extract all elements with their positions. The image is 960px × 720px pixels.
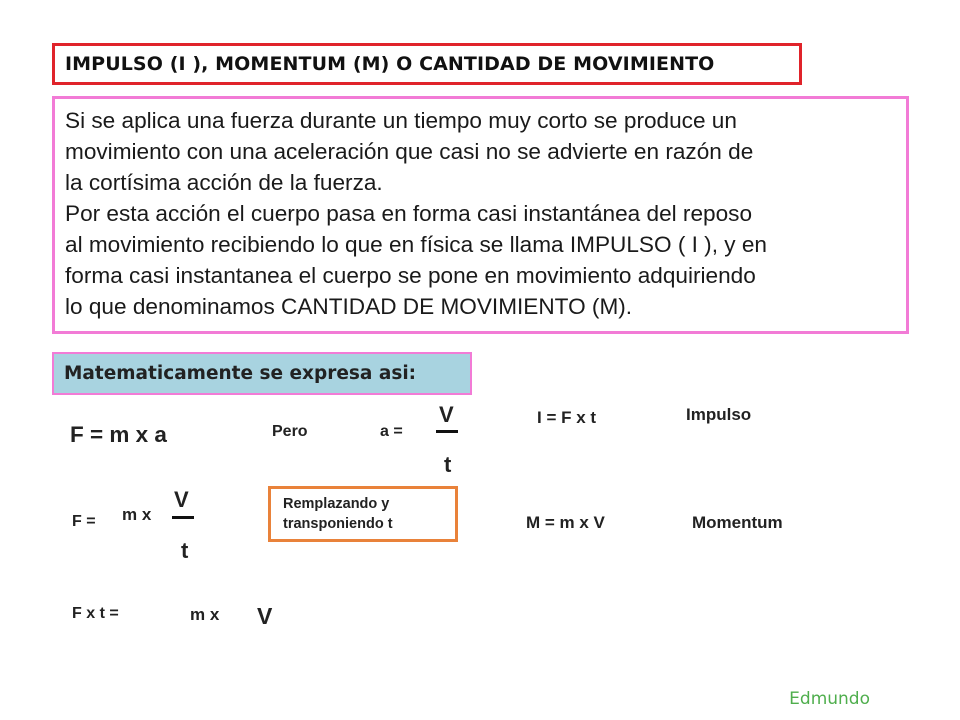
- replacement-note-box: [268, 486, 458, 542]
- intro-line: al movimiento recibiendo lo que en física se llama IMPULSO ( I ), y en: [65, 232, 767, 257]
- final-left-side: F x t =: [72, 605, 119, 622]
- newton-law-formula: F = m x a: [70, 422, 167, 447]
- replacement-note-line: Remplazando y: [283, 496, 390, 512]
- final-mass-times: m x: [190, 605, 220, 624]
- intro-line: Por esta acción el cuerpo pasa en forma casi instantánea del reposo: [65, 201, 753, 226]
- impulse-formula: I = F x t: [537, 408, 597, 427]
- force-numerator: V: [174, 487, 189, 512]
- replacement-note-line: transponiendo t: [283, 516, 393, 532]
- final-velocity: V: [257, 603, 273, 629]
- acceleration-denominator: t: [444, 452, 452, 477]
- author-name: Edmundo: [789, 689, 870, 709]
- intro-paragraph: [52, 96, 909, 334]
- slide-title: [52, 43, 802, 85]
- momentum-formula: M = m x V: [526, 513, 605, 532]
- slide-title-text: IMPULSO (I ), MOMENTUM (M) O CANTIDAD DE MOVIMIENTO: [65, 53, 715, 75]
- force-equals: F =: [72, 513, 96, 530]
- math-expression-label: [52, 352, 472, 395]
- momentum-name: Momentum: [692, 513, 783, 532]
- acceleration-fraction-bar: [436, 430, 458, 433]
- force-denominator: t: [181, 538, 189, 563]
- math-label-text: Matematicamente se expresa asi:: [64, 363, 417, 384]
- force-mass-times: m x: [122, 505, 152, 524]
- intro-line: forma casi instantanea el cuerpo se pone en movimiento adquiriendo: [65, 263, 756, 288]
- force-fraction-bar: [172, 516, 194, 519]
- pero-label: Pero: [272, 423, 308, 440]
- intro-line: lo que denominamos CANTIDAD DE MOVIMIENTO (M).: [65, 294, 633, 319]
- impulse-name: Impulso: [686, 405, 752, 424]
- intro-line: la cortísima acción de la fuerza.: [65, 170, 383, 195]
- acceleration-numerator: V: [439, 402, 454, 427]
- intro-line: movimiento con una aceleración que casi no se advierte en razón de: [65, 139, 754, 164]
- acceleration-equals: a =: [380, 423, 403, 440]
- intro-line: Si se aplica una fuerza durante un tiempo muy corto se produce un: [65, 108, 737, 133]
